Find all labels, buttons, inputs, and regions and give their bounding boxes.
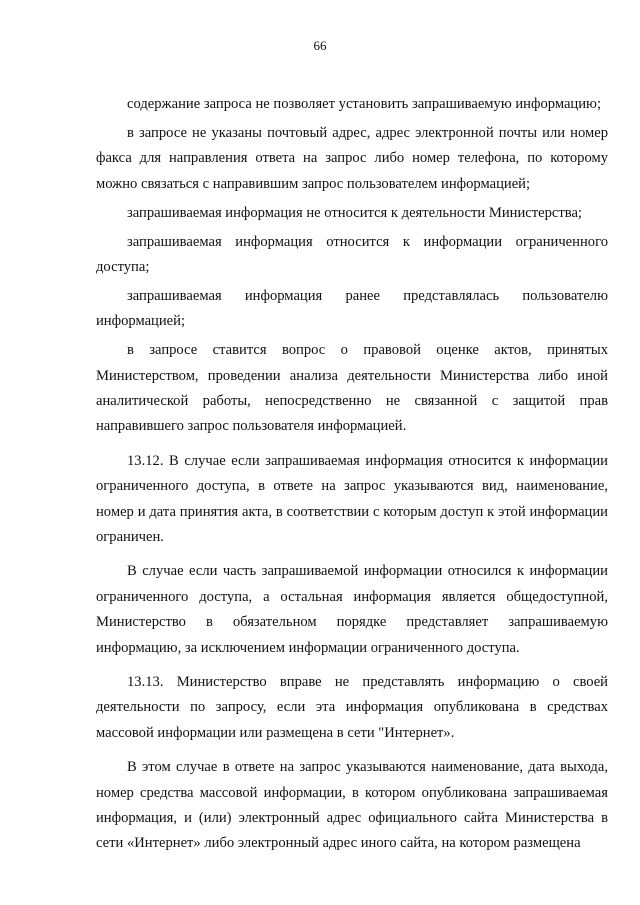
- paragraph-4: запрашиваемая информация относится к информации ограниченного доступа;: [96, 233, 608, 275]
- paragraph-8: В случае если часть запрашиваемой информации относился к информации ограниченного доступа, а остальная информация является общедоступной, Министерство в обязательном порядке представляет запрашиваемую информацию, за исключением информации ограниченного доступа.: [96, 563, 608, 656]
- paragraph-9: 13.13. Министерство вправе не представлять информацию о своей деятельности по запросу, если эта информация опубликована в средствах массовой информации или размещена в сети "Интернет».: [96, 674, 608, 741]
- paragraph-1: содержание запроса не позволяет установить запрашиваемую информацию;: [127, 96, 602, 112]
- paragraph-2: в запросе не указаны почтовый адрес, адрес электронной почты или номер факса для направления ответа на запрос либо номер телефона, по которому можно связаться с направившим запрос пользователем информацией;: [96, 124, 608, 192]
- paragraph-3: запрашиваемая информация не относится к деятельности Министерства;: [127, 204, 582, 221]
- paragraph-7: 13.12. В случае если запрашиваемая информация относится к информации ограниченного доступа, в ответе на запрос указываются вид, наименование, номер и дата принятия акта, в соответствии с которым доступ к этой информации ограничен.: [96, 452, 608, 545]
- paragraph-5: запрашиваемая информация ранее представлялась пользователю информацией;: [96, 287, 608, 330]
- paragraph-10: В этом случае в ответе на запрос указываются наименование, дата выхода, номер средства массовой информации, в котором опубликована запрашиваемая информация, и (или) электронный адрес официального сайта Министерства в сети «Интернет» либо электронный адрес иного сайта, на котором размещена: [96, 759, 608, 852]
- document-body: [96, 92, 608, 860]
- paragraph-6: в запросе ставится вопрос о правовой оценке актов, принятых Министерством, проведении анализа деятельности Министерства либо иной аналитической работы, непосредственно не связанной с защитой прав направившего запрос пользователя информацией.: [96, 342, 608, 435]
- page-number: 66: [313, 38, 327, 53]
